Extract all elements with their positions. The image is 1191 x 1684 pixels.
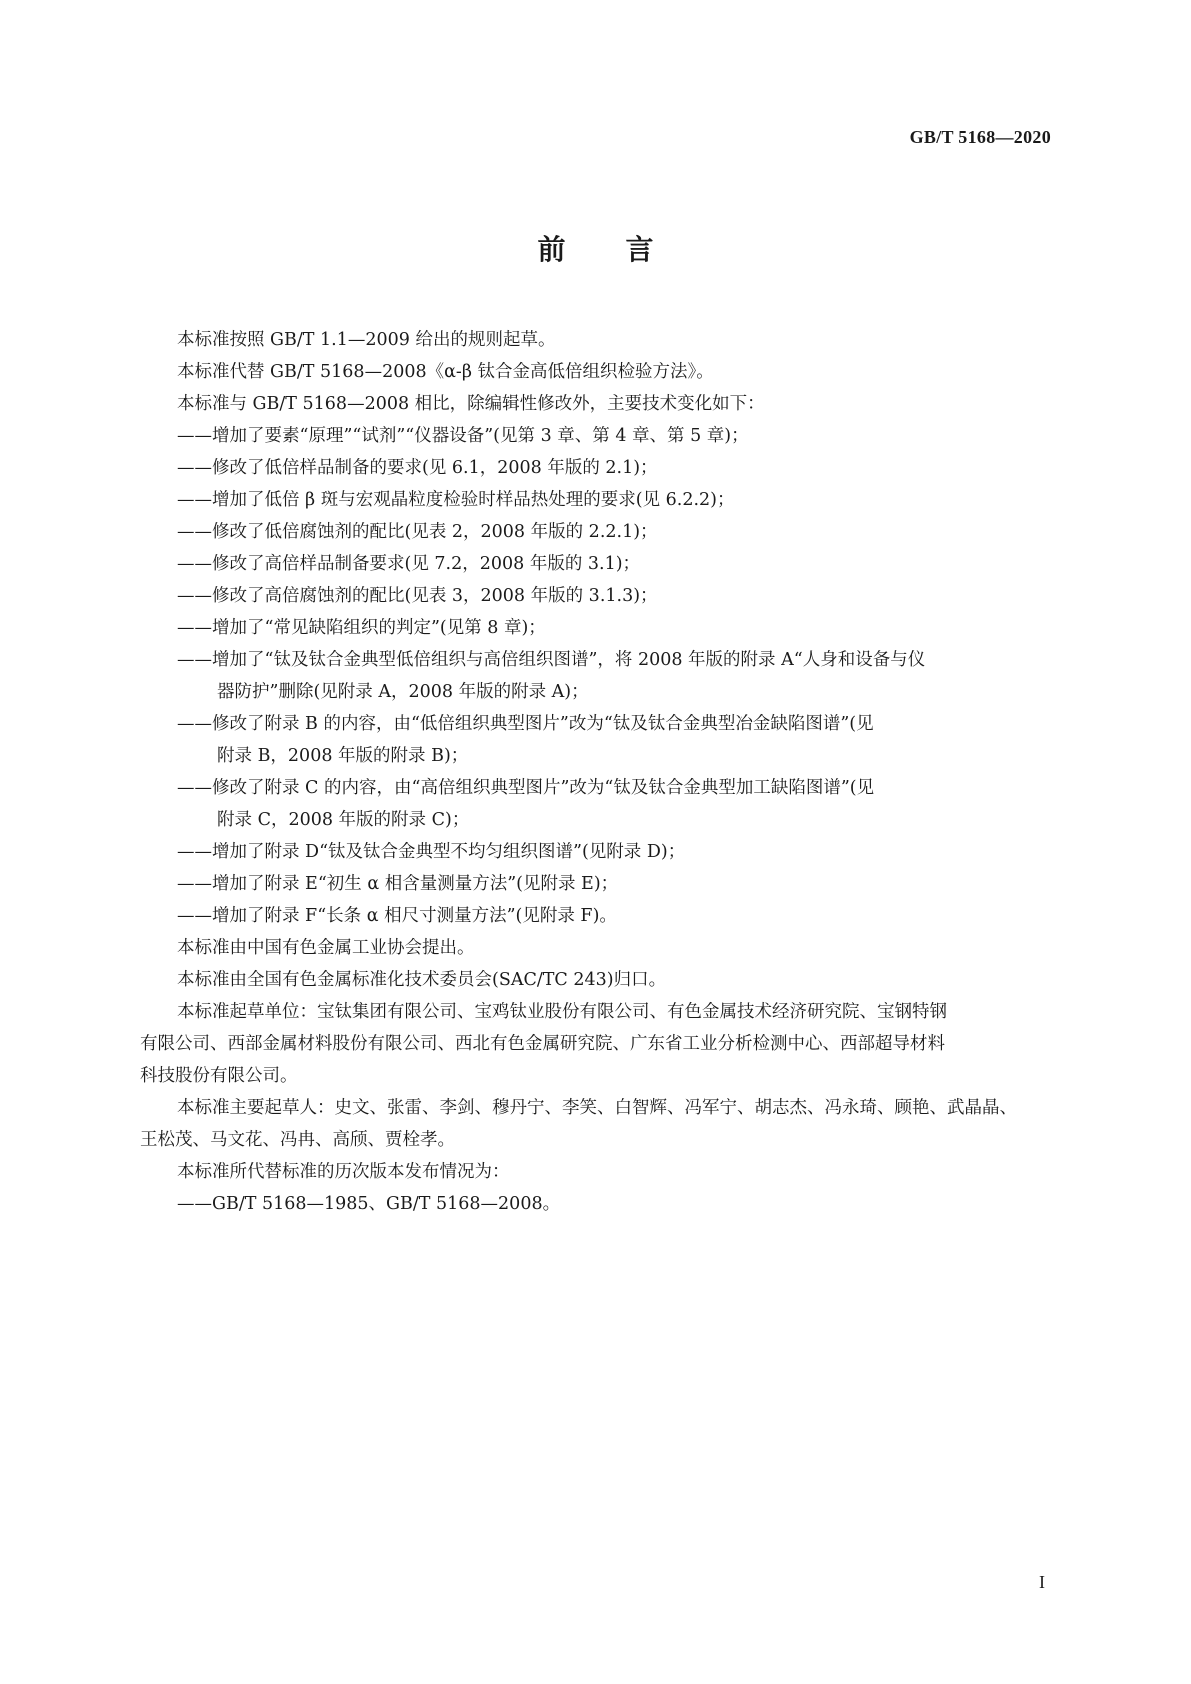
- change-item: ——增加了低倍 β 斑与宏观晶粒度检验时样品热处理的要求(见 6.2.2)；: [177, 490, 735, 510]
- change-item: ——增加了要素“原理”“试剂”“仪器设备”(见第 3 章、第 4 章、第 5 章)；: [177, 426, 749, 446]
- change-item: ——增加了“常见缺陷组织的判定”(见第 8 章)；: [177, 618, 546, 638]
- change-item-line: ——增加了“钛及钛合金典型低倍组织与高倍组织图谱”，将 2008 年版的附录 A“人身和设备与仪: [177, 650, 926, 670]
- change-item-line: ——修改了附录 C 的内容，由“高倍组织典型图片”改为“钛及钛合金典型加工缺陷图谱”(见: [177, 778, 875, 798]
- proposer-statement: 本标准由中国有色金属工业协会提出。: [177, 938, 475, 958]
- page-number: I: [1039, 1572, 1045, 1592]
- change-item: ——增加了附录 F“长条 α 相尺寸测量方法”(见附录 F)。: [177, 906, 617, 926]
- page-title: [0, 228, 1191, 268]
- title-char-1: 前: [537, 233, 566, 266]
- change-item: ——修改了高倍腐蚀剂的配比(见表 3，2008 年版的 3.1.3)；: [177, 586, 658, 606]
- change-item-continuation: 器防护”删除(见附录 A，2008 年版的附录 A)；: [217, 682, 589, 702]
- change-item-continuation: 附录 B，2008 年版的附录 B)；: [217, 746, 469, 766]
- change-item: ——修改了低倍样品制备的要求(见 6.1，2008 年版的 2.1)；: [177, 458, 658, 478]
- drafting-units-line: 有限公司、西部金属材料股份有限公司、西北有色金属研究院、广东省工业分析检测中心、西部超导材料: [140, 1034, 945, 1054]
- change-item: ——修改了高倍样品制备要求(见 7.2，2008 年版的 3.1)；: [177, 554, 641, 574]
- drafters-line: 王松茂、马文花、冯冉、高颀、贾栓孝。: [140, 1130, 455, 1150]
- paragraph: 本标准代替 GB/T 5168—2008《α-β 钛合金高低倍组织检验方法》。: [177, 362, 714, 382]
- foreword-body: [140, 324, 1052, 1220]
- change-item: ——修改了低倍腐蚀剂的配比(见表 2，2008 年版的 2.2.1)；: [177, 522, 658, 542]
- change-item-line: ——修改了附录 B 的内容，由“低倍组织典型图片”改为“钛及钛合金典型冶金缺陷图谱”(见: [177, 714, 874, 734]
- history-list: ——GB/T 5168—1985、GB/T 5168—2008。: [177, 1194, 561, 1214]
- title-char-2: 言: [625, 233, 654, 266]
- drafting-units-line: 本标准起草单位：宝钛集团有限公司、宝鸡钛业股份有限公司、有色金属技术经济研究院、宝钢特钢: [177, 1002, 947, 1022]
- change-item: ——增加了附录 D“钛及钛合金典型不均匀组织图谱”(见附录 D)；: [177, 842, 686, 862]
- change-item-continuation: 附录 C，2008 年版的附录 C)；: [217, 810, 470, 830]
- paragraph: 本标准按照 GB/T 1.1—2009 给出的规则起草。: [177, 330, 556, 350]
- committee-statement: 本标准由全国有色金属标准化技术委员会(SAC/TC 243)归口。: [177, 970, 667, 990]
- drafters-line: 本标准主要起草人：史文、张雷、李剑、穆丹宁、李笑、白智辉、冯军宁、胡志杰、冯永琦、顾艳、武晶晶、: [177, 1098, 1017, 1118]
- drafting-units-line: 科技股份有限公司。: [140, 1066, 298, 1086]
- history-intro: 本标准所代替标准的历次版本发布情况为：: [177, 1162, 510, 1182]
- document-number: GB/T 5168—2020: [909, 127, 1051, 147]
- change-item: ——增加了附录 E“初生 α 相含量测量方法”(见附录 E)；: [177, 874, 619, 894]
- paragraph: 本标准与 GB/T 5168—2008 相比，除编辑性修改外，主要技术变化如下：: [177, 394, 765, 414]
